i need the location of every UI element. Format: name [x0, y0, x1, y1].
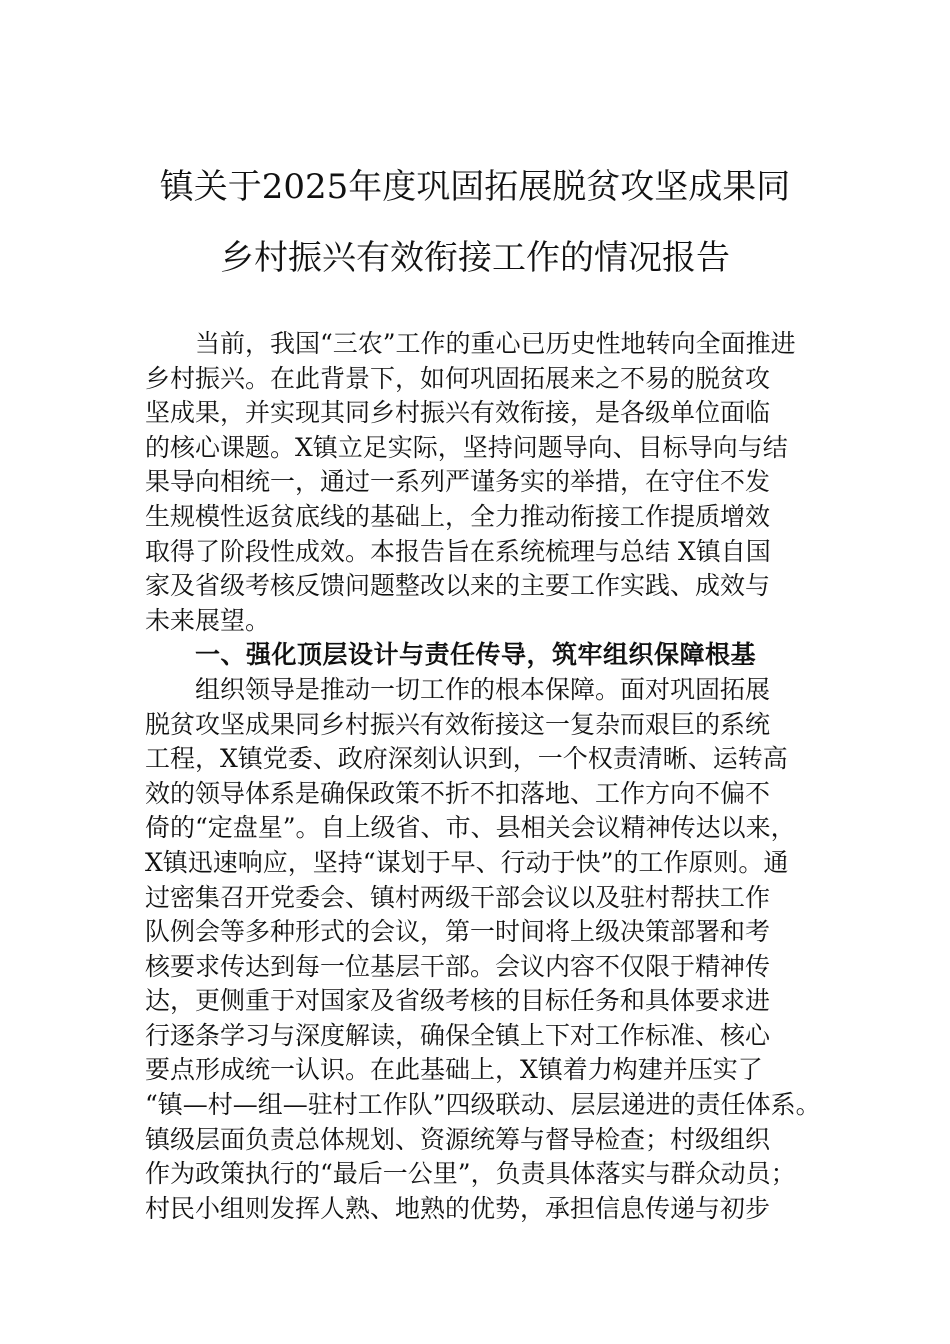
paragraph-line: 镇级层面负责总体规划、资源统筹与督导检查；村级组织: [145, 1124, 771, 1154]
paragraph-line: 达，更侧重于对国家及省级考核的目标任务和具体要求进: [145, 986, 771, 1016]
document-title-line-1: 镇关于2025年度巩固拓展脱贫攻坚成果同: [159, 167, 791, 207]
paragraph-line: 工程，X镇党委、政府深刻认识到，一个权责清晰、运转高: [145, 744, 788, 774]
paragraph-line: 倚的“定盘星”。自上级省、市、县相关会议精神传达以来，: [145, 813, 796, 843]
paragraph-line: “镇—村—组—驻村工作队”四级联动、层层递进的责任体系。: [145, 1090, 821, 1120]
paragraph-line: 行逐条学习与深度解读，确保全镇上下对工作标准、核心: [145, 1020, 771, 1050]
paragraph-line: 当前，我国“三农”工作的重心已历史性地转向全面推进: [195, 329, 796, 358]
paragraph-line: 作为政策执行的“最后一公里”，负责具体落实与群众动员；: [145, 1159, 796, 1189]
paragraph-line: 取得了阶段性成效。本报告旨在系统梳理与总结 X镇自国: [145, 536, 771, 566]
paragraph-line: 坚成果，并实现其同乡村振兴有效衔接，是各级单位面临: [145, 398, 771, 428]
paragraph-line: X镇迅速响应，坚持“谋划于早、行动于快”的工作原则。通: [145, 847, 789, 877]
paragraph-line: 组织领导是推动一切工作的根本保障。面对巩固拓展: [195, 674, 771, 704]
paragraph-line: 效的领导体系是确保政策不折不扣落地、工作方向不偏不: [145, 778, 771, 808]
paragraph-line: 核要求传达到每一位基层干部。会议内容不仅限于精神传: [145, 951, 771, 981]
paragraph-line: 要点形成统一认识。在此基础上，X镇着力构建并压实了: [145, 1055, 763, 1085]
section-heading: 一、强化顶层设计与责任传导，筑牢组织保障根基: [195, 640, 757, 670]
document-body: [145, 327, 821, 1226]
paragraph-line: 乡村振兴。在此背景下，如何巩固拓展来之不易的脱贫攻: [145, 363, 771, 393]
paragraph-line: 的核心课题。X镇立足实际，坚持问题导向、目标导向与结: [145, 432, 788, 462]
paragraph-line: 果导向相统一，通过一系列严谨务实的举措，在守住不发: [145, 467, 771, 497]
paragraph-line: 生规模性返贫底线的基础上，全力推动衔接工作提质增效: [145, 501, 771, 531]
paragraph-line: 队例会等多种形式的会议，第一时间将上级决策部署和考: [145, 917, 771, 947]
paragraph-line: 过密集召开党委会、镇村两级干部会议以及驻村帮扶工作: [145, 882, 771, 912]
paragraph-line: 未来展望。: [145, 605, 271, 635]
document-title-line-2: 乡村振兴有效衔接工作的情况报告: [220, 238, 730, 278]
paragraph-line: 脱贫攻坚成果同乡村振兴有效衔接这一复杂而艰巨的系统: [145, 709, 771, 739]
paragraph-line: 家及省级考核反馈问题整改以来的主要工作实践、成效与: [145, 571, 771, 601]
paragraph-line: 村民小组则发挥人熟、地熟的优势，承担信息传递与初步: [145, 1193, 771, 1223]
